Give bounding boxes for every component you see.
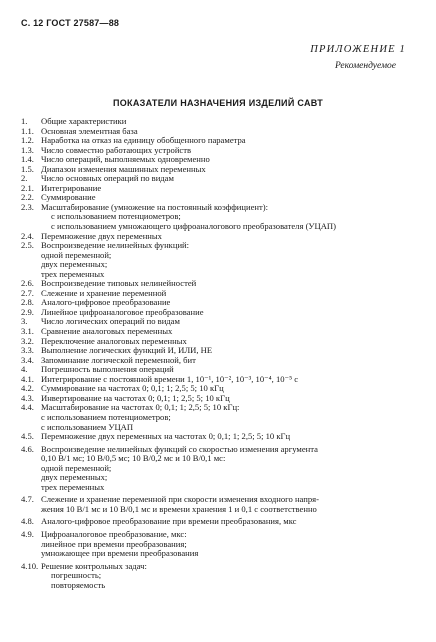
item-text: Переключение аналоговых переменных [41,335,187,346]
item-text: линейное при времени преобразования; [41,538,187,549]
item-text: умножающее при времени преобразования [41,548,199,559]
item-number: 4.4. [21,402,34,413]
item-text: Решение контрольных задач: [41,560,147,571]
item-number: 2.6. [21,278,34,289]
item-number: 2. [21,173,28,184]
item-text: Число основных операций по видам [41,173,174,184]
page-header: С. 12 ГОСТ 27587—88 [21,18,120,28]
item-number: 4.6. [21,443,34,454]
item-text: одной переменной; [41,249,112,260]
item-number: 1.2. [21,135,34,146]
list-item [21,505,425,515]
item-text: погрешность; [51,570,102,581]
item-text: трех переменных [41,481,105,492]
list-item [21,483,425,493]
item-number: 3. [21,316,28,327]
item-text: Основная элементная база [41,125,138,136]
item-text: Инвертирование на частотах 0; 0,1; 1; 2,5; 5; 10 кГц [41,392,230,403]
item-text: Запоминание логической переменной, бит [41,354,196,365]
item-number: 2.1. [21,182,34,193]
item-text: Перемножение двух переменных на частотах 0; 0,1; 1; 2,5; 5; 10 кГц [41,431,291,442]
list-item [21,581,425,591]
item-text: Перемножение двух переменных [41,230,162,241]
item-number: 2.4. [21,230,34,241]
item-text: с использованием УЦАП [41,421,134,432]
section-title: ПОКАЗАТЕЛИ НАЗНАЧЕНИЯ ИЗДЕЛИЙ САВТ [112,98,324,108]
item-text: Масштабирование на частотах 0; 0,1; 1; 2,5; 5; 10 кГц: [41,402,240,413]
item-text: жения 10 В/1 мс и 10 В/0,1 мс и времени хранения 1 и 0,1 с соответственно [41,503,317,514]
item-number: 1.5. [21,163,34,174]
item-text: Интегрирование с постоянной времени 1, 10⁻¹, 10⁻², 10⁻³, 10⁻⁴, 10⁻⁵ с [41,373,299,384]
item-number: 2.5. [21,240,34,251]
item-text: повторяемость [51,579,106,590]
item-text: Воспроизведение нелинейных функций со скоростью изменения аргумента [41,443,318,454]
list-item [21,432,425,442]
item-text: Слежение и хранение переменной [41,287,167,298]
item-text: Интегрирование [41,182,102,193]
recommended-label: Рекомендуемое [334,61,396,71]
item-text: Аналого-цифровое преобразование [41,297,171,308]
item-number: 4.10. [21,560,39,571]
item-text: Суммирование на частотах 0; 0,1; 1; 2,5; 5; 10 кГц [41,383,224,394]
item-text: с использованием потенциометров; [51,211,181,222]
item-number: 1. [21,116,28,126]
item-text: Масштабирование (умножение на постоянный коэффициент): [41,201,269,212]
item-number: 2.2. [21,192,34,203]
item-text: трех переменных [41,268,105,279]
item-number: 2.8. [21,297,34,308]
indicator-list [21,117,425,590]
item-text: 0,10 В/1 мс; 10 В/0,5 мс; 10 В/0,2 мс и 10 В/0,1 мс: [41,453,226,464]
item-text: Наработка на отказ на единицу обобщенного параметра [41,135,246,146]
item-text: Погрешность выполнения операций [41,364,174,375]
item-number: 3.1. [21,326,34,337]
item-text: Суммирование [41,192,96,203]
item-text: Число совместно работающих устройств [41,144,192,155]
item-number: 3.2. [21,335,34,346]
item-number: 4.1. [21,373,34,384]
item-text: с использованием потенциометров; [41,411,171,422]
item-number: 4.5. [21,431,34,442]
item-text: Сравнение аналоговых переменных [41,326,173,337]
item-text: двух переменных; [41,259,108,270]
item-text: Число операций, выполняемых одновременно [41,154,210,165]
item-number: 4.7. [21,494,34,505]
item-number: 4.3. [21,392,34,403]
item-text: Аналого-цифровое преобразование при времени преобразования, мкс [41,516,297,527]
appendix-label: ПРИЛОЖЕНИЕ 1 [310,44,406,55]
item-text: двух переменных; [41,472,108,483]
item-number: 1.4. [21,154,34,165]
item-text: Выполнение логических функций И, ИЛИ, НЕ [41,345,213,356]
item-number: 1.3. [21,144,34,155]
item-number: 2.7. [21,287,34,298]
item-text: Воспроизведение типовых нелинейностей [41,278,197,289]
item-number: 2.9. [21,306,34,317]
item-number: 4.8. [21,516,34,527]
item-number: 4.9. [21,528,34,539]
item-number: 3.3. [21,345,34,356]
item-text: Слежение и хранение переменной при скорости изменения входного напря- [41,494,319,505]
item-number: 1.1. [21,125,34,136]
item-text: Диапазон изменения машинных переменных [41,163,206,174]
item-text: Цифроаналоговое преобразование, мкс: [41,528,187,539]
item-text: Число логических операций по видам [41,316,180,327]
item-number: 4.2. [21,383,34,394]
item-text: одной переменной; [41,462,112,473]
list-item [21,517,425,527]
item-text: Общие характеристики [41,116,127,126]
item-text: Линейное цифроаналоговое преобразование [41,306,204,317]
item-number: 4. [21,364,28,375]
item-number: 2.3. [21,201,34,212]
item-text: Воспроизведение нелинейных функций: [41,240,190,251]
list-item [21,549,425,559]
item-text: с использованием умножающего цифроаналогового преобразователя (УЦАП) [51,221,336,232]
item-number: 3.4. [21,354,34,365]
